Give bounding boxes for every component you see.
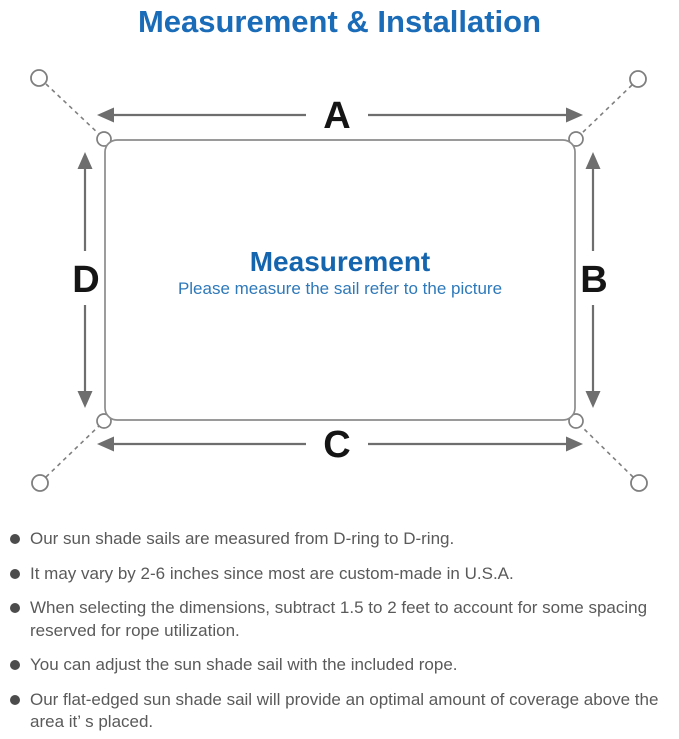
edge-label-b: B bbox=[580, 259, 608, 301]
note-text: Our flat-edged sun shade sail will provide an optimal amount of coverage above the area it’ s placed. bbox=[30, 689, 659, 731]
list-item bbox=[8, 597, 673, 642]
anchor-point-icon-bottom-right bbox=[631, 475, 647, 491]
anchor-point-icon-bottom-left bbox=[32, 475, 48, 491]
note-text: It may vary by 2-6 inches since most are custom-made in U.S.A. bbox=[30, 563, 514, 583]
rope-dashed-line-bottom-left bbox=[46, 425, 100, 477]
sail-measurement-diagram bbox=[0, 55, 679, 505]
anchor-point-icon-top-left bbox=[31, 70, 47, 86]
diagram-center-subtitle: Please measure the sail refer to the picture bbox=[177, 279, 503, 298]
edge-label-d: D bbox=[72, 259, 100, 301]
rope-dashed-line-bottom-right bbox=[580, 425, 633, 477]
note-text: When selecting the dimensions, subtract 1.5 to 2 feet to account for some spacing reserved for rope utilization. bbox=[30, 598, 648, 640]
edge-label-c: C bbox=[323, 424, 351, 466]
list-item bbox=[8, 528, 673, 551]
edge-label-a: A bbox=[323, 95, 351, 137]
diagram-center-heading: Measurement bbox=[249, 246, 431, 277]
list-item bbox=[8, 689, 673, 734]
rope-dashed-line-top-right bbox=[580, 85, 632, 135]
anchor-point-icon-top-right bbox=[630, 71, 646, 87]
list-item bbox=[8, 563, 673, 586]
measurement-notes-list bbox=[0, 505, 679, 734]
bullet-dot-icon bbox=[10, 603, 20, 613]
bullet-dot-icon bbox=[10, 695, 20, 705]
note-text: Our sun shade sails are measured from D-ring to D-ring. bbox=[30, 529, 455, 548]
note-text: You can adjust the sun shade sail with the included rope. bbox=[30, 655, 458, 674]
page-title: Measurement & Installation bbox=[137, 4, 542, 39]
bullet-dot-icon bbox=[10, 569, 20, 579]
bullet-dot-icon bbox=[10, 660, 20, 670]
bullet-dot-icon bbox=[10, 534, 20, 544]
list-item bbox=[8, 654, 673, 677]
rope-dashed-line-top-left bbox=[46, 84, 100, 135]
